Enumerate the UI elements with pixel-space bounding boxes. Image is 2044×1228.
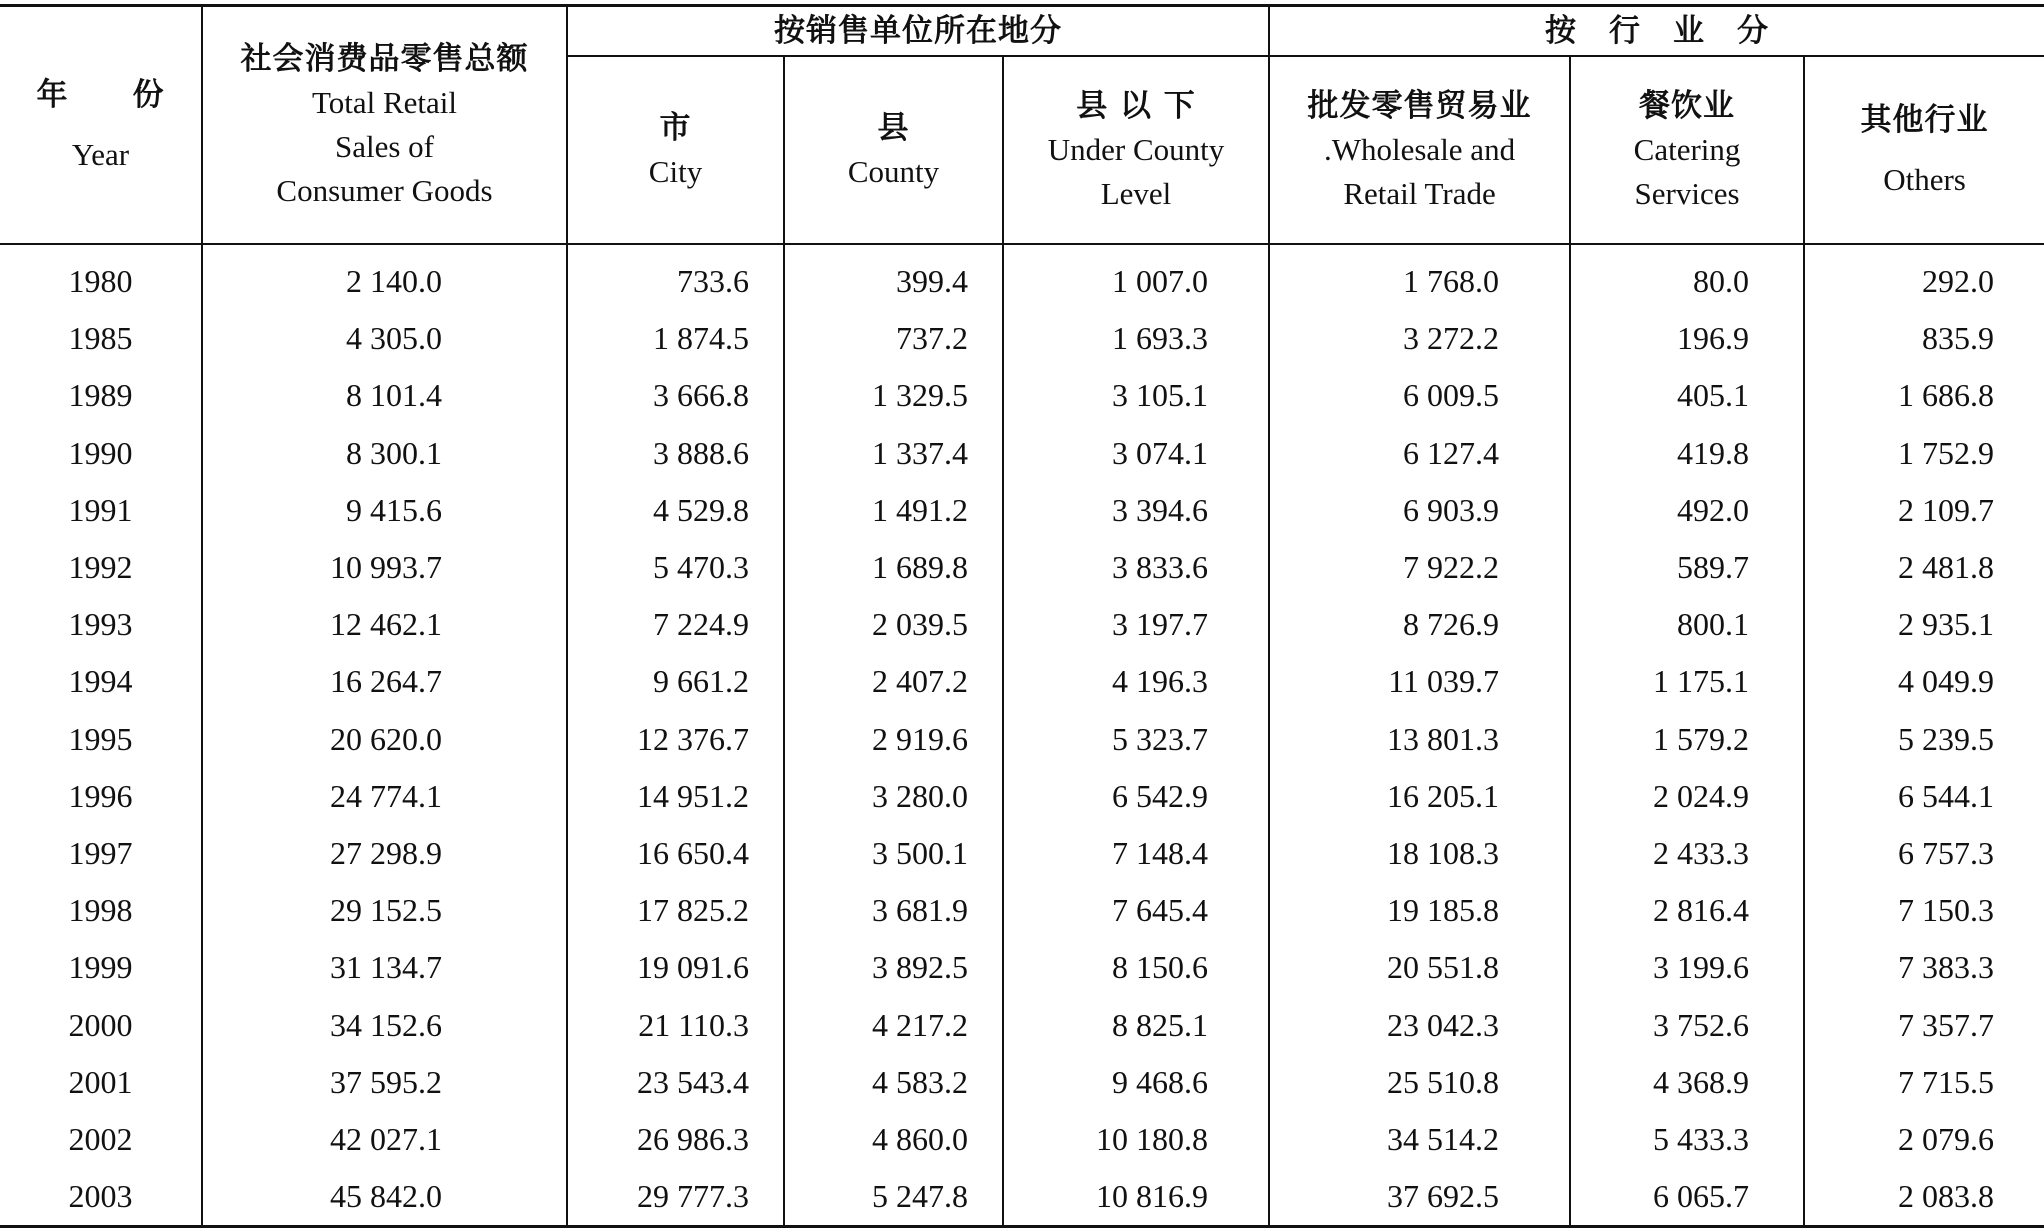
table-row	[0, 1054, 2044, 1111]
cell-wholesale: 19 185.8	[1269, 882, 1570, 939]
cell-year: 1992	[0, 539, 202, 596]
cell-others: 4 049.9	[1898, 663, 1995, 700]
header-by-location-zh: 按销售单位所在地分	[774, 13, 1063, 49]
cell-wholesale: 34 514.2	[1269, 1111, 1570, 1168]
cell-wholesale: 3 272.2	[1269, 310, 1570, 367]
cell-catering: 800.1	[1570, 596, 1804, 653]
cell-catering: 589.7	[1570, 539, 1804, 596]
header-wholesale-en-2: Retail Trade	[1343, 176, 1496, 211]
retail-sales-table	[0, 4, 2044, 1228]
cell-city: 4 529.8	[567, 482, 784, 539]
cell-year: 1989	[0, 367, 202, 424]
cell-year: 1999	[0, 939, 202, 996]
cell-others: 1 752.9	[1898, 434, 1995, 471]
header-wholesale-zh: 批发零售贸易业	[1307, 88, 1532, 124]
table-body	[0, 244, 2044, 1227]
cell-total: 16 264.7	[202, 653, 567, 710]
cell-wholesale: 8 726.9	[1269, 596, 1570, 653]
cell-others: 5 239.5	[1898, 720, 1995, 757]
cell-catering: 1 579.2	[1570, 711, 1804, 768]
cell-catering: 196.9	[1570, 310, 1804, 367]
cell-county: 2 039.5	[784, 596, 1003, 653]
header-year-en: Year	[71, 137, 130, 172]
table-row	[0, 244, 2044, 310]
cell-year: 1995	[0, 711, 202, 768]
cell-city: 5 470.3	[567, 539, 784, 596]
cell-under-county: 3 833.6	[1003, 539, 1269, 596]
cell-catering: 6 065.7	[1570, 1168, 1804, 1227]
cell-total: 12 462.1	[202, 596, 567, 653]
cell-city: 9 661.2	[567, 653, 784, 710]
cell-county: 2 919.6	[784, 711, 1003, 768]
cell-catering: 3 199.6	[1570, 939, 1804, 996]
cell-year: 1980	[0, 244, 202, 310]
table-row	[0, 711, 2044, 768]
cell-wholesale: 18 108.3	[1269, 825, 1570, 882]
cell-under-county: 7 645.4	[1003, 882, 1269, 939]
cell-total: 8 300.1	[202, 425, 567, 482]
cell-wholesale: 11 039.7	[1269, 653, 1570, 710]
cell-county: 1 337.4	[784, 425, 1003, 482]
header-under-county	[1003, 56, 1269, 244]
header-under-county-en-1: Under County	[1047, 132, 1225, 167]
cell-year: 1990	[0, 425, 202, 482]
cell-under-county: 3 197.7	[1003, 596, 1269, 653]
header-catering-en-2: Services	[1634, 176, 1740, 211]
header-city-en: City	[648, 154, 703, 189]
cell-others: 7 357.7	[1898, 1006, 1995, 1043]
cell-city: 16 650.4	[567, 825, 784, 882]
table-row	[0, 825, 2044, 882]
cell-others: 2 481.8	[1898, 549, 1995, 586]
cell-county: 1 689.8	[784, 539, 1003, 596]
cell-city: 7 224.9	[567, 596, 784, 653]
cell-total: 37 595.2	[202, 1054, 567, 1111]
cell-county: 737.2	[784, 310, 1003, 367]
cell-county: 3 280.0	[784, 768, 1003, 825]
header-year-zh: 年 份	[36, 77, 165, 113]
header-catering	[1570, 56, 1804, 244]
cell-total: 8 101.4	[202, 367, 567, 424]
cell-wholesale: 37 692.5	[1269, 1168, 1570, 1227]
cell-city: 733.6	[567, 244, 784, 310]
cell-catering: 492.0	[1570, 482, 1804, 539]
header-total-en-2: Sales of	[334, 129, 434, 164]
cell-catering: 3 752.6	[1570, 996, 1804, 1053]
header-by-industry-zh: 按 行 业 分	[1545, 13, 1770, 49]
cell-wholesale: 13 801.3	[1269, 711, 1570, 768]
table-row	[0, 367, 2044, 424]
cell-year: 1997	[0, 825, 202, 882]
cell-under-county: 10 180.8	[1003, 1111, 1269, 1168]
cell-under-county: 3 105.1	[1003, 367, 1269, 424]
header-wholesale-en-1: .Wholesale and	[1323, 132, 1516, 167]
cell-year: 2000	[0, 996, 202, 1053]
table-row	[0, 653, 2044, 710]
cell-others: 6 544.1	[1898, 777, 1995, 814]
cell-county: 1 491.2	[784, 482, 1003, 539]
cell-city: 1 874.5	[567, 310, 784, 367]
header-total-zh: 社会消费品零售总额	[240, 41, 529, 77]
cell-city: 3 666.8	[567, 367, 784, 424]
cell-others: 1 686.8	[1898, 377, 1995, 414]
cell-catering: 1 175.1	[1570, 653, 1804, 710]
cell-wholesale: 1 768.0	[1269, 244, 1570, 310]
table-row	[0, 539, 2044, 596]
cell-total: 42 027.1	[202, 1111, 567, 1168]
cell-total: 20 620.0	[202, 711, 567, 768]
header-by-industry	[1269, 6, 2044, 57]
cell-city: 12 376.7	[567, 711, 784, 768]
cell-total: 45 842.0	[202, 1168, 567, 1227]
header-total	[202, 6, 567, 245]
cell-catering: 2 024.9	[1570, 768, 1804, 825]
header-under-county-en-2: Level	[1100, 176, 1172, 211]
header-county-zh: 县	[877, 110, 910, 146]
retail-sales-table-container	[0, 4, 2044, 1228]
cell-catering: 2 433.3	[1570, 825, 1804, 882]
cell-county: 5 247.8	[784, 1168, 1003, 1227]
cell-under-county: 3 394.6	[1003, 482, 1269, 539]
cell-city: 3 888.6	[567, 425, 784, 482]
cell-catering: 5 433.3	[1570, 1111, 1804, 1168]
cell-total: 2 140.0	[202, 244, 567, 310]
header-county	[784, 56, 1003, 244]
cell-total: 9 415.6	[202, 482, 567, 539]
table-row	[0, 1168, 2044, 1227]
header-city-zh: 市	[659, 110, 692, 146]
header-under-county-zh: 县 以 下	[1076, 88, 1196, 124]
cell-under-county: 7 148.4	[1003, 825, 1269, 882]
cell-city: 14 951.2	[567, 768, 784, 825]
cell-wholesale: 23 042.3	[1269, 996, 1570, 1053]
table-row	[0, 482, 2044, 539]
table-row	[0, 882, 2044, 939]
cell-wholesale: 16 205.1	[1269, 768, 1570, 825]
table-row	[0, 310, 2044, 367]
header-city	[567, 56, 784, 244]
cell-others: 7 715.5	[1898, 1063, 1995, 1100]
cell-catering: 80.0	[1570, 244, 1804, 310]
cell-under-county: 8 150.6	[1003, 939, 1269, 996]
cell-under-county: 6 542.9	[1003, 768, 1269, 825]
cell-catering: 419.8	[1570, 425, 1804, 482]
cell-year: 2003	[0, 1168, 202, 1227]
cell-year: 1993	[0, 596, 202, 653]
cell-under-county: 5 323.7	[1003, 711, 1269, 768]
cell-others: 835.9	[1922, 320, 1995, 357]
cell-county: 3 681.9	[784, 882, 1003, 939]
cell-others: 2 109.7	[1898, 491, 1995, 528]
cell-total: 10 993.7	[202, 539, 567, 596]
header-catering-en-1: Catering	[1633, 132, 1741, 167]
cell-wholesale: 6 903.9	[1269, 482, 1570, 539]
header-county-en: County	[847, 154, 940, 189]
cell-city: 26 986.3	[567, 1111, 784, 1168]
cell-under-county: 1 007.0	[1003, 244, 1269, 310]
header-catering-zh: 餐饮业	[1639, 88, 1736, 124]
cell-county: 4 583.2	[784, 1054, 1003, 1111]
cell-others: 7 150.3	[1898, 892, 1995, 929]
cell-total: 29 152.5	[202, 882, 567, 939]
header-total-en-3: Consumer Goods	[276, 173, 493, 208]
cell-county: 1 329.5	[784, 367, 1003, 424]
cell-wholesale: 25 510.8	[1269, 1054, 1570, 1111]
cell-total: 27 298.9	[202, 825, 567, 882]
cell-wholesale: 7 922.2	[1269, 539, 1570, 596]
cell-wholesale: 6 009.5	[1269, 367, 1570, 424]
cell-others: 2 083.8	[1804, 1168, 2044, 1227]
header-others	[1804, 56, 2044, 244]
table-row	[0, 596, 2044, 653]
header-wholesale	[1269, 56, 1570, 244]
cell-county: 399.4	[784, 244, 1003, 310]
cell-under-county: 8 825.1	[1003, 996, 1269, 1053]
cell-county: 2 407.2	[784, 653, 1003, 710]
header-by-location	[567, 6, 1269, 57]
cell-city: 19 091.6	[567, 939, 784, 996]
cell-county: 4 860.0	[784, 1111, 1003, 1168]
cell-year: 2002	[0, 1111, 202, 1168]
table-row	[0, 1111, 2044, 1168]
cell-year: 1991	[0, 482, 202, 539]
table-row	[0, 939, 2044, 996]
table-header	[0, 6, 2044, 245]
cell-wholesale: 6 127.4	[1269, 425, 1570, 482]
cell-under-county: 10 816.9	[1003, 1168, 1269, 1227]
cell-total: 31 134.7	[202, 939, 567, 996]
cell-county: 3 892.5	[784, 939, 1003, 996]
cell-under-county: 1 693.3	[1003, 310, 1269, 367]
cell-total: 34 152.6	[202, 996, 567, 1053]
cell-year: 2001	[0, 1054, 202, 1111]
cell-others: 6 757.3	[1898, 834, 1995, 871]
header-others-en: Others	[1883, 162, 1966, 197]
cell-catering: 4 368.9	[1570, 1054, 1804, 1111]
cell-under-county: 4 196.3	[1003, 653, 1269, 710]
table-row	[0, 768, 2044, 825]
cell-catering: 2 816.4	[1570, 882, 1804, 939]
cell-others: 292.0	[1922, 263, 1995, 300]
table-row	[0, 425, 2044, 482]
cell-total: 24 774.1	[202, 768, 567, 825]
cell-catering: 405.1	[1570, 367, 1804, 424]
cell-year: 1998	[0, 882, 202, 939]
table-row	[0, 996, 2044, 1053]
cell-county: 3 500.1	[784, 825, 1003, 882]
cell-others: 7 383.3	[1898, 949, 1995, 986]
header-year	[0, 6, 202, 245]
cell-under-county: 3 074.1	[1003, 425, 1269, 482]
cell-county: 4 217.2	[784, 996, 1003, 1053]
cell-under-county: 9 468.6	[1003, 1054, 1269, 1111]
cell-wholesale: 20 551.8	[1269, 939, 1570, 996]
cell-city: 17 825.2	[567, 882, 784, 939]
header-total-en-1: Total Retail	[311, 85, 458, 120]
cell-year: 1996	[0, 768, 202, 825]
cell-year: 1994	[0, 653, 202, 710]
header-others-zh: 其他行业	[1860, 102, 1989, 138]
cell-city: 29 777.3	[567, 1168, 784, 1227]
cell-others: 2 079.6	[1898, 1120, 1995, 1157]
cell-others: 2 935.1	[1898, 606, 1995, 643]
cell-city: 23 543.4	[567, 1054, 784, 1111]
cell-total: 4 305.0	[202, 310, 567, 367]
cell-city: 21 110.3	[567, 996, 784, 1053]
cell-year: 1985	[0, 310, 202, 367]
